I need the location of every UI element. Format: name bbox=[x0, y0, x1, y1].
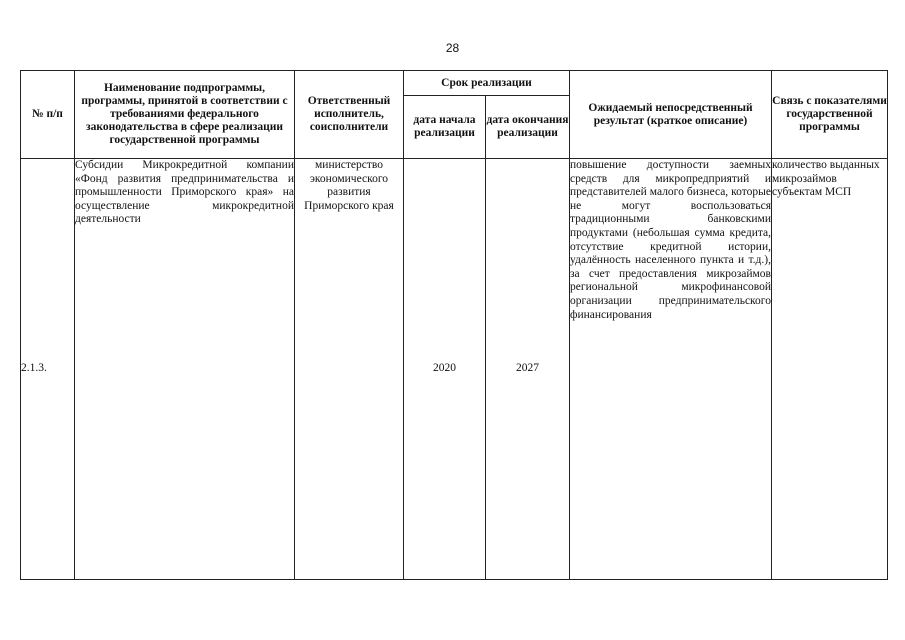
header-result: Ожидаемый непосредственный результат (краткое описание) bbox=[570, 71, 772, 159]
row-result: повышение доступности заемных средств для микропредприятий и представителей малого бизнеса, которые не могут воспользоваться традиционными банковскими продуктами (небольшая сумма кредита, отсутствие кредитной истории, удалённость населенного пункта и т.д.), за счет предоставления микрозаймов региональной микрофинансовой организации предпринимательского финансирования bbox=[570, 159, 772, 580]
row-start: 2020 bbox=[404, 159, 486, 580]
program-table bbox=[20, 70, 888, 580]
header-term: Срок реализации bbox=[404, 71, 570, 96]
row-num: 2.1.3. bbox=[21, 159, 75, 580]
page-number: 28 bbox=[445, 41, 460, 55]
row-executor: министерство экономического развития Приморского края bbox=[295, 159, 404, 580]
header-executor: Ответственный исполнитель, соисполнители bbox=[295, 71, 404, 159]
header-num: № п/п bbox=[21, 71, 75, 159]
row-name: Субсидии Микрокредитной компании «Фонд развития предпринимательства и промышленности Приморского края» на осуществление микрокредитной деятельности bbox=[75, 159, 295, 580]
header-end: дата окончания реализации bbox=[486, 96, 570, 159]
header-link: Связь с показателями государственной программы bbox=[772, 71, 888, 159]
row-link: количество выданных микрозаймов субъектам МСП bbox=[772, 159, 888, 580]
header-start: дата начала реализации bbox=[404, 96, 486, 159]
table-row bbox=[21, 159, 888, 580]
row-end: 2027 bbox=[486, 159, 570, 580]
header-name: Наименование подпрограммы, программы, принятой в соответствии с требованиями федерального законодательства в сфере реализации государственной программы bbox=[75, 71, 295, 159]
